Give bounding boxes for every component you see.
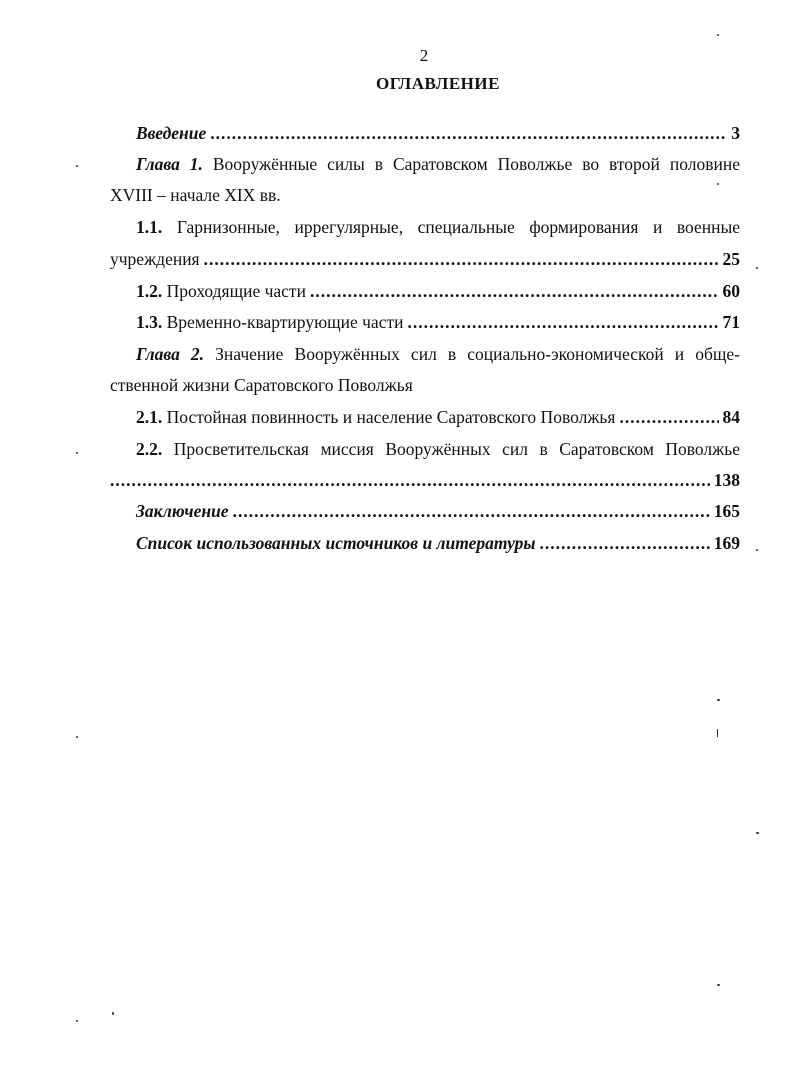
- page-number: 2: [419, 46, 429, 65]
- scan-speck: [76, 165, 78, 167]
- toc-conclusion-page: 165: [713, 501, 740, 521]
- toc-s11-page: 25: [722, 249, 740, 269]
- toc-ch2-text-line1: Значение Вооружённых сил в социально-экономической и обще-: [215, 344, 740, 364]
- toc-s12-text: Проходящие части: [166, 281, 306, 301]
- scan-speck: [717, 729, 718, 737]
- toc-intro-label: Введение: [136, 123, 207, 143]
- scan-speck: [717, 183, 719, 185]
- toc-ch2-label: Глава 2.: [136, 344, 205, 364]
- toc-s12-page: 60: [722, 281, 740, 301]
- toc-s22-text-line1: Просветительская миссия Вооружённых сил в Саратовском Поволжье: [173, 439, 740, 459]
- toc-s11-text-line2: учреждения: [110, 249, 200, 269]
- toc-s13-page: 71: [722, 312, 740, 332]
- scan-speck: [756, 549, 758, 551]
- toc-s11-text-line1: Гарнизонные, иррегулярные, специальные формирования и военные: [176, 217, 741, 237]
- scan-speck: [756, 832, 759, 834]
- toc-s13-num: 1.3.: [136, 312, 163, 332]
- toc-s13-text: Временно-квартирующие части: [166, 312, 404, 332]
- toc-sources-page: 169: [713, 533, 740, 553]
- scan-speck: [76, 736, 78, 738]
- scan-speck: [112, 1012, 114, 1015]
- toc-ch2-text-line2: ственной жизни Саратовского Поволжья: [110, 375, 413, 395]
- scan-speck: [717, 699, 720, 701]
- toc-s11-num: 1.1.: [136, 217, 163, 237]
- toc-s21-text: Постойная повинность и население Саратовского Поволжья: [166, 407, 616, 427]
- scan-speck: [76, 452, 78, 454]
- toc-s22-page: 138: [713, 470, 740, 490]
- toc-ch1-label: Глава 1.: [136, 154, 203, 174]
- page-title: ОГЛАВЛЕНИЕ: [376, 74, 500, 93]
- toc-sources-label: Список использованных источников и литературы: [136, 533, 536, 553]
- scan-speck: [756, 267, 758, 269]
- scan-speck: [717, 984, 720, 986]
- toc-s21-num: 2.1.: [136, 407, 163, 427]
- scan-speck: [717, 34, 719, 36]
- scan-speck: [76, 1020, 78, 1022]
- toc-conclusion-label: Заключение: [136, 501, 229, 521]
- toc-ch1-text-line2: XVIII – начале XIX вв.: [110, 185, 281, 205]
- toc-s21-page: 84: [722, 407, 740, 427]
- toc-intro-page: 3: [731, 123, 740, 143]
- toc-ch1-text-line1: Вооружённые силы в Саратовском Поволжье во второй половине: [212, 154, 741, 174]
- toc-s22-num: 2.2.: [136, 439, 163, 459]
- toc-s12-num: 1.2.: [136, 281, 163, 301]
